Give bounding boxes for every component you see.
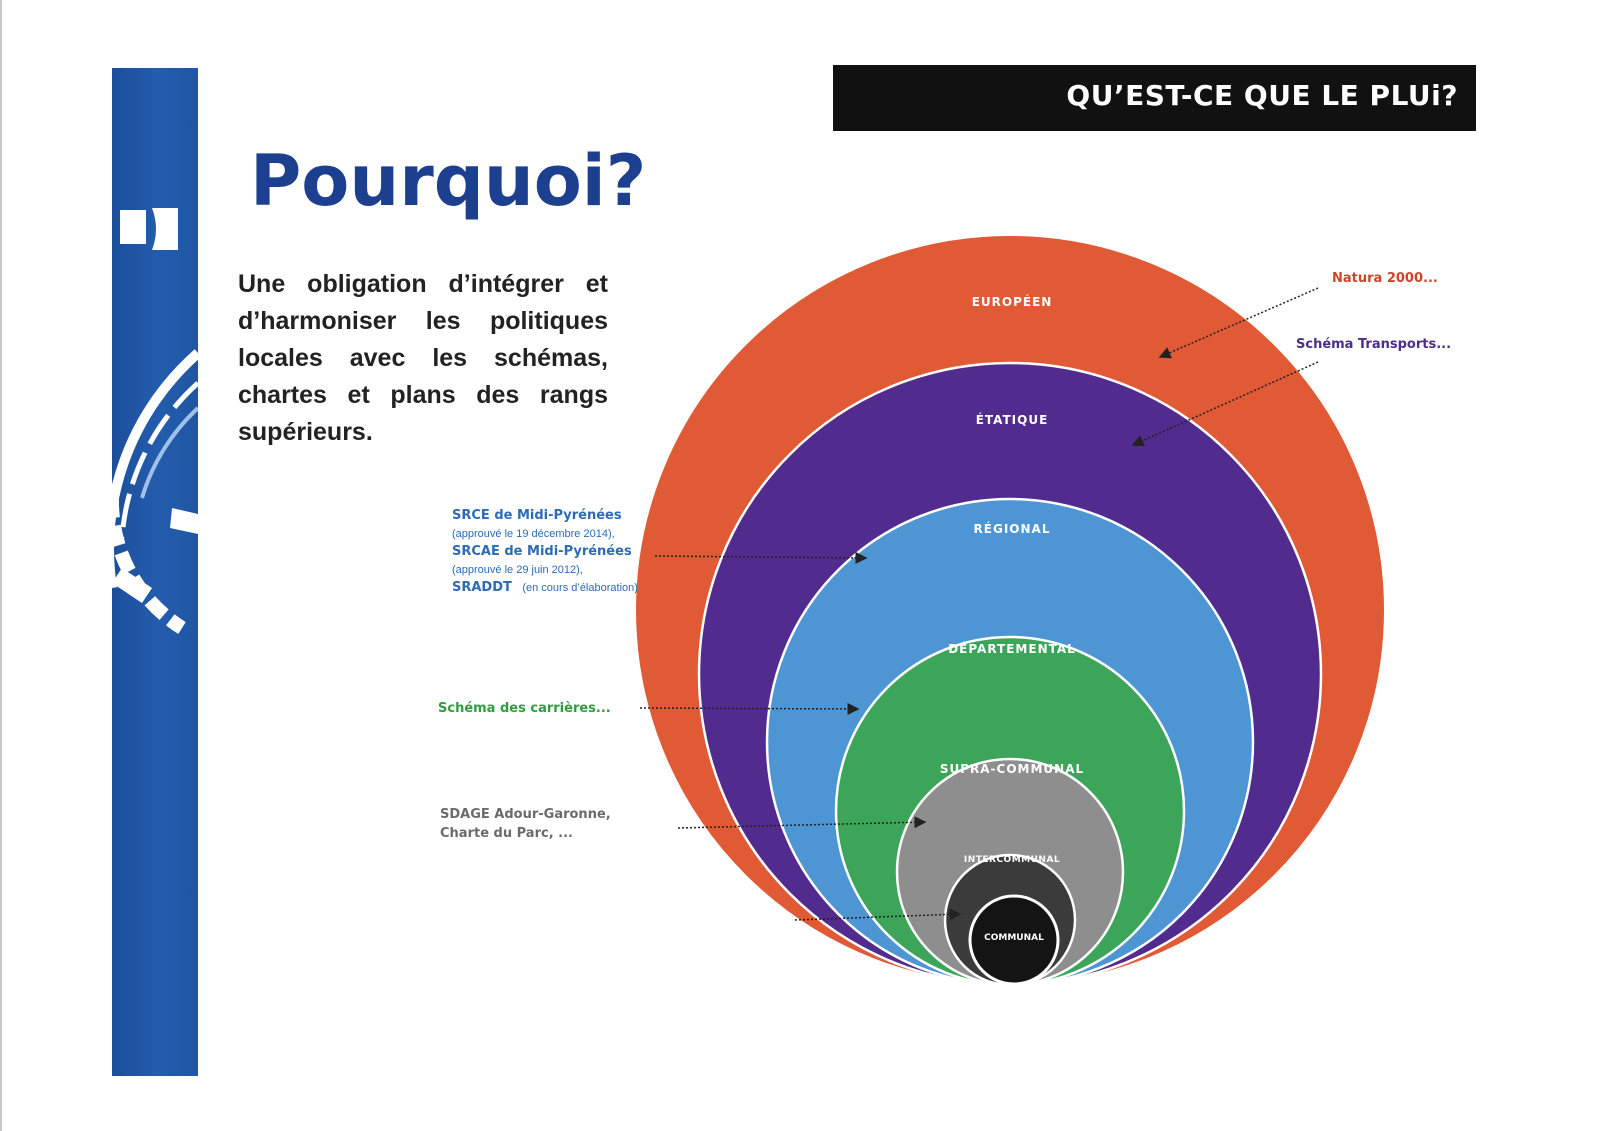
annotation-natura: Natura 2000... — [1332, 271, 1438, 286]
annotation-srcae-note: (approuvé le 29 juin 2012), — [452, 564, 583, 576]
annotation-sraddt-note: (en cours d’élaboration) — [522, 582, 638, 594]
level-label-departemental: DÉPARTEMENTAL — [948, 642, 1076, 656]
level-label-europeen: EUROPÉEN — [971, 295, 1053, 309]
annotation-srce-title: SRCE de Midi-Pyrénées — [452, 508, 622, 523]
annotation-transports: Schéma Transports... — [1296, 337, 1452, 352]
annotation-sdage-line2: Charte du Parc, ... — [440, 826, 573, 841]
arrow-carrieres — [640, 708, 858, 709]
level-label-etatique: ÉTATIQUE — [975, 413, 1049, 427]
annotation-carrieres: Schéma des carrières... — [438, 701, 611, 716]
annotation-srce-note: (approuvé le 19 décembre 2014), — [452, 528, 615, 540]
page-title: Pourquoi? — [250, 140, 647, 222]
intro-text: Une obligation d’intégrer et d’harmoniser les politiques locales avec les schémas, chartes et plans des rangs supérieurs. — [238, 270, 608, 446]
level-label-communal: COMMUNAL — [984, 933, 1044, 943]
level-label-regional: RÉGIONAL — [973, 522, 1051, 536]
header-title: QU’EST-CE QUE LE PLUi? — [1066, 79, 1458, 112]
level-label-supra-communal: SUPRA-COMMUNAL — [939, 762, 1085, 776]
annotation-sraddt-title: SRADDT — [452, 580, 512, 595]
annotation-sdage-line1: SDAGE Adour-Garonne, — [440, 807, 611, 822]
annotation-srcae-title: SRCAE de Midi-Pyrénées — [452, 544, 632, 559]
level-label-intercommunal: INTERCOMMUNAL — [963, 855, 1061, 865]
annotation-sraddt — [452, 578, 638, 595]
